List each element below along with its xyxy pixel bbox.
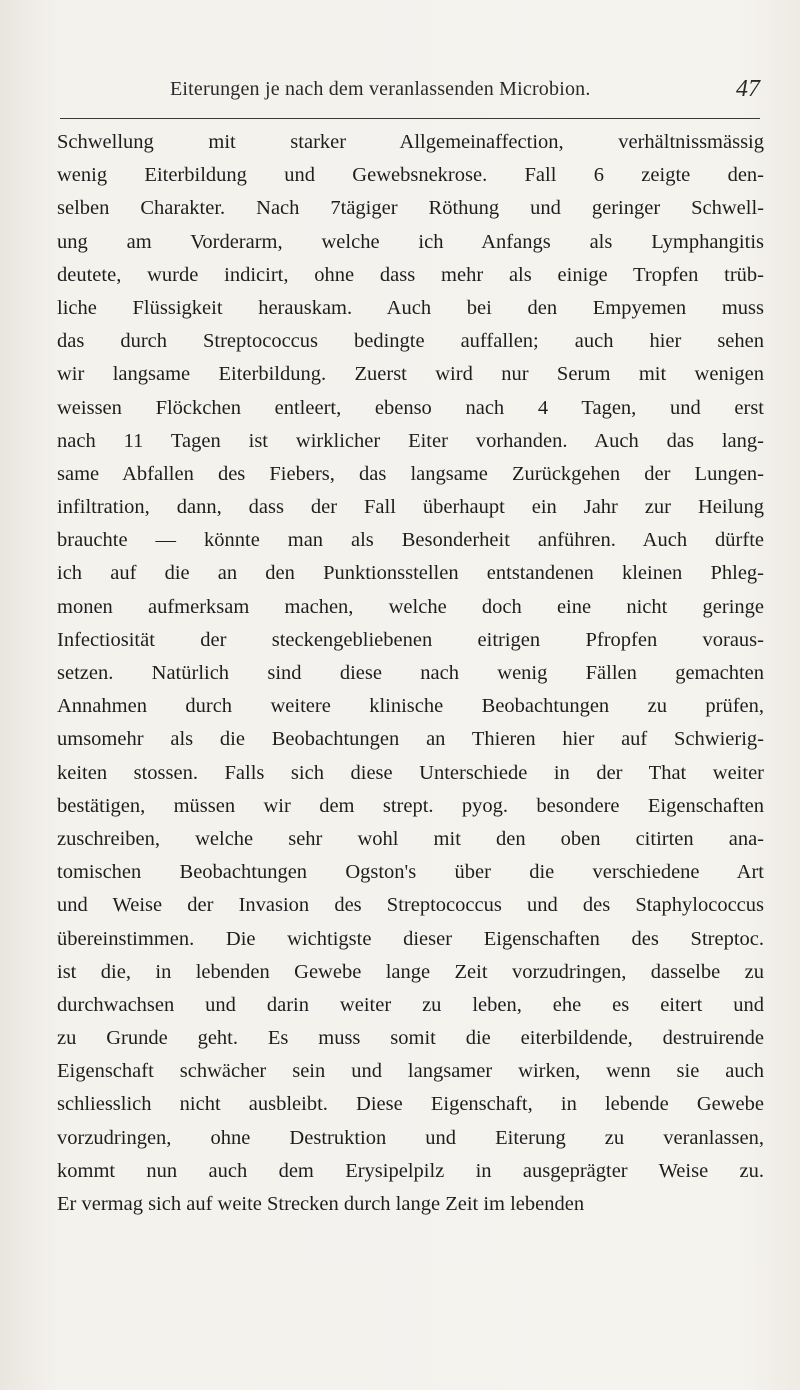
text-line: Eigenschaft schwächer sein und langsamer wirken, wenn sie auch [57,1060,764,1083]
text-line: ich auf die an den Punktionsstellen entstandenen kleinen Phleg- [57,562,764,585]
text-line: tomischen Beobachtungen Ogston's über die verschiedene Art [57,861,764,884]
text-line: und Weise der Invasion des Streptococcus und des Staphylococcus [57,894,764,917]
text-line: infiltration, dann, dass der Fall überhaupt ein Jahr zur Heilung [57,496,764,519]
text-line: schliesslich nicht ausbleibt. Diese Eigenschaft, in lebende Gewebe [57,1093,764,1116]
text-line: zu Grunde geht. Es muss somit die eiterbildende, destruirende [57,1027,764,1050]
page-number: 47 [736,76,760,102]
text-line: keiten stossen. Falls sich diese Unterschiede in der That weiter [57,761,764,784]
text-line: monen aufmerksam machen, welche doch eine nicht geringe [57,595,764,618]
text-line: wir langsame Eiterbildung. Zuerst wird nur Serum mit wenigen [57,363,764,386]
text-line: Infectiosität der steckengebliebenen eitrigen Pfropfen voraus- [57,628,764,651]
text-line: Annahmen durch weitere klinische Beobachtungen zu prüfen, [57,695,764,718]
text-line: ung am Vorderarm, welche ich Anfangs als Lymphangitis [57,230,764,253]
text-line: vorzudringen, ohne Destruktion und Eiterung zu veranlassen, [57,1126,764,1149]
text-line: nach 11 Tagen ist wirklicher Eiter vorhanden. Auch das lang- [57,429,764,452]
text-line: deutete, wurde indicirt, ohne dass mehr als einige Tropfen trüb- [57,263,764,286]
text-line: übereinstimmen. Die wichtigste dieser Eigenschaften des Streptoc. [57,927,764,950]
body-text [57,126,764,1221]
text-line: zuschreiben, welche sehr wohl mit den oben citirten ana- [57,827,764,850]
text-line: bestätigen, müssen wir dem strept. pyog. besondere Eigenschaften [57,794,764,817]
text-line: das durch Streptococcus bedingte auffallen; auch hier sehen [57,330,764,353]
text-line: ist die, in lebenden Gewebe lange Zeit vorzudringen, dasselbe zu [57,960,764,983]
text-line: durchwachsen und darin weiter zu leben, ehe es eitert und [57,993,764,1016]
running-title: Eiterungen je nach dem veranlassenden Microbion. [170,78,591,100]
text-line: Schwellung mit starker Allgemeinaffection, verhältnissmässig [57,131,764,153]
text-line: wenig Eiterbildung und Gewebsnekrose. Fall 6 zeigte den- [57,164,764,187]
text-line: selben Charakter. Nach 7tägiger Röthung und geringer Schwell- [57,197,764,220]
text-line: brauchte — könnte man als Besonderheit anführen. Auch dürfte [57,529,764,552]
text-line: kommt nun auch dem Erysipelpilz in ausgeprägter Weise zu. [57,1159,764,1182]
text-line: umsomehr als die Beobachtungen an Thieren hier auf Schwierig- [57,728,764,751]
text-line: same Abfallen des Fiebers, das langsame Zurückgehen der Lungen- [57,462,764,485]
text-line: liche Flüssigkeit herauskam. Auch bei den Empyemen muss [57,296,764,319]
running-head [60,78,760,119]
text-line: setzen. Natürlich sind diese nach wenig Fällen gemachten [57,662,764,684]
text-line: weissen Flöckchen entleert, ebenso nach 4 Tagen, und erst [57,396,764,419]
text-line: Er vermag sich auf weite Strecken durch lange Zeit im lebenden [57,1193,585,1215]
